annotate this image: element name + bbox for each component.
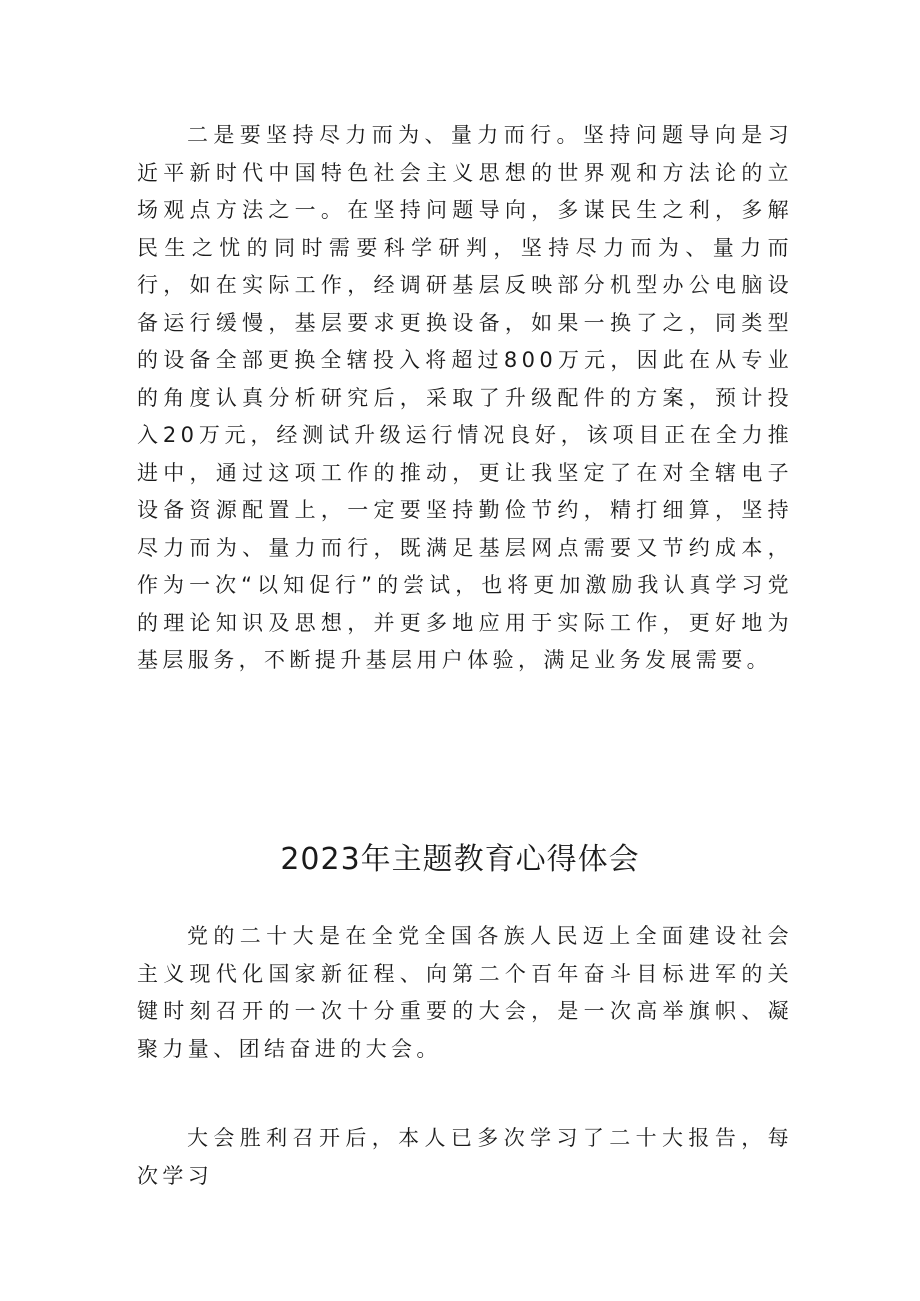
- body-paragraph: 二是要坚持尽力而为、量力而行。坚持问题导向是习近平新时代中国特色社会主义思想的世界观和方法论的立场观点方法之一。在坚持问题导向，多谋民生之利，多解民生之忧的同时需要科学研判，坚持尽力而为、量力而行，如在实际工作，经调研基层反映部分机型办公电脑设备运行缓慢，基层要求更换设备，如果一换了之，同类型的设备全部更换全辖投入将超过800万元，因此在从专业的角度认真分析研究后，采取了升级配件的方案，预计投入20万元，经测试升级运行情况良好，该项目正在全力推进中，通过这项工作的推动，更让我坚定了在对全辖电子设备资源配置上，一定要坚持勤俭节约，精打细算，坚持尽力而为、量力而行，既满足基层网点需要又节约成本，作为一次“以知促行”的尝试，也将更加激励我认真学习党的理论知识及思想，并更多地应用于实际工作，更好地为基层服务，不断提升基层用户体验，满足业务发展需要。: [137, 123, 793, 672]
- body-paragraph: 大会胜利召开后，本人已多次学习了二十大报告，每次学习: [137, 1126, 793, 1188]
- body-paragraph: 党的二十大是在全党全国各族人民迈上全面建设社会主义现代化国家新征程、向第二个百年奋斗目标进军的关键时刻召开的一次十分重要的大会，是一次高举旗帜、凝聚力量、团结奋进的大会。: [137, 924, 793, 1061]
- section-heading: 2023年主题教育心得体会: [280, 842, 640, 877]
